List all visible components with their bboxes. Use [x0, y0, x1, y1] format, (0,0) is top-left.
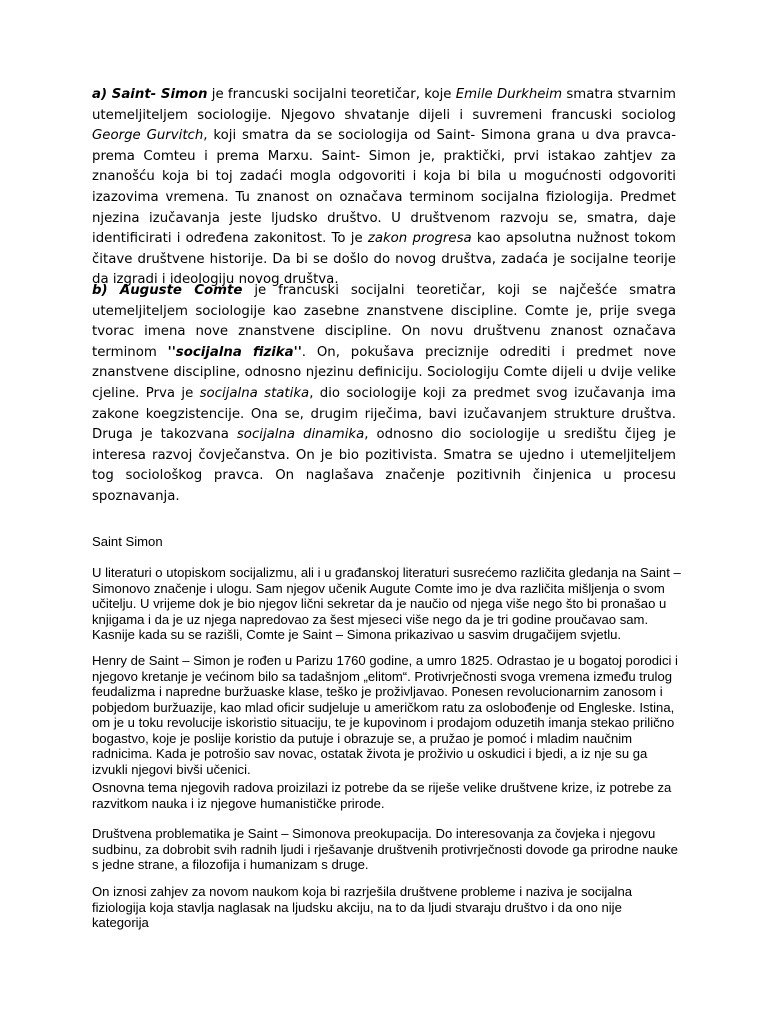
text-run: kao apsolutna nužnost tokom čitave društvene historije. Da bi se došlo do novog društva, zadaća je socijalne teorije da izgradi i ideologiju novog društva.	[92, 231, 677, 288]
text-line: sudbinu, za dobrobit svih radnih ljudi i rješavanje društvenih protivrječnosti dovode ga prirodne nauke	[92, 841, 678, 857]
paragraph-5	[92, 884, 682, 931]
text-line: pobjedom buržuazije, kao mlad oficir sudjeluje u američkom ratu za oslobođenje od Engleske. Istina,	[92, 699, 675, 715]
text-line: On iznosi zahjev za novom naukom koja bi razrješila društvene probleme i naziva je socijalna	[92, 884, 633, 899]
text-run: , koji smatra da se sociologija od Saint- Simona grana u dva pravca- prema Comteu i prema Marxu. Saint- Simon je, praktički, prvi istakao zahtjev za znanošću koja bi toj zadaći mogla odgovoriti i koja bi bila u mogućnosti odgovoriti izazovima vremena. Tu znanost on označava terminom socijalna fiziologija. Predmet njezina izučavanja jeste ljudsko društvo. U društvenom razvoju se, smatra, daje identificirati i određena zakonitost. To je	[92, 128, 676, 247]
emphasis-text: socijalna dinamika	[236, 427, 365, 443]
text-run: je francuski socijalni teoretičar, koje	[207, 87, 456, 102]
section-heading: Saint Simon	[92, 534, 163, 549]
text-line: bogastvo, koje je poslije koristio da putuje i obrazuje se, a pružao je pomoć i mladim naučnim	[92, 730, 633, 746]
text-line: U literaturi o utopiskom socijalizmu, ali i u građanskoj literaturi susrećemo različita gledanja na Saint –	[92, 565, 681, 580]
text-line: njegovo kretanje je većinom bilo sa tadašnjom „elitom“. Protivrječnosti svoga vremena između trulog	[92, 668, 673, 684]
paragraph-auguste-comte-intro	[92, 281, 676, 508]
text-line: Henry de Saint – Simon je rođen u Parizu 1760 godine, a umro 1825. Odrastao je u bogatoj porodici i	[92, 653, 678, 668]
text-run: , dio sociologije koji za predmet svog izučavanja ima zakone koegzistencije. Ona se, drugim riječima, bavi izučavanjem strukture društva. Druga je takozvana	[92, 385, 676, 443]
text-line: Simonovo značenje i ulogu. Sam njegov učenik Augute Comte imo je dva različita mišljenja o svom	[92, 580, 665, 596]
text-line: Osnovna tema njegovih radova proizilazi iz potrebe da se riješe velike društvene krize, iz potrebe za	[92, 780, 672, 795]
text-line: izvukli njegovi bivši učenici.	[92, 761, 251, 777]
paragraph-saint-simon-intro	[92, 85, 676, 291]
emphasis-text: socijalna statika	[199, 385, 310, 401]
paragraph-3	[92, 780, 682, 811]
emphasis-text: zakon progresa	[367, 231, 472, 247]
text-line: radnicima. Kada je potrošio sav novac, ostatak života je proživio u oskudici i bjedi, a iz nje su ga	[92, 746, 648, 761]
text-line: feudalizma i napredne buržuaske klase, teško je proživljavao. Ponesen revolucionarnim zanosom i	[92, 684, 663, 699]
lead-heading-b: b) Auguste Comte	[92, 283, 243, 298]
text-line: Kasnije kada su se razišli, Comte je Saint – Simona prikazivao u sasvim drugačijem svjetlu.	[92, 627, 622, 642]
text-run: . On, pokušava preciznije odrediti i predmet nove znanstvene discipline, odnosno njezinu definiciju. Sociologiju Comte dijeli u dvije velike cjeline. Prva je	[92, 344, 676, 401]
text-run: je francuski socijalni teoretičar, koji se najčešće smatra utemeljiteljem sociologije kao zasebne znanstvene discipline. Comte je, prije svega tvorac imena nove znanstvene discipline. On novu društvenu znanost označava terminom	[92, 283, 676, 360]
text-run: , odnosno dio sociologije u središtu čijeg je interesa razvoj čovječanstva. On je bio pozitivista. Smatra se ujedno i utemeljiteljem tog sociološkog pravca. On naglašava značenje pozitivnih činjenica u procesu spoznavanja.	[92, 427, 676, 504]
text-line: s jedne strane, a filozofija i humanizam s druge.	[92, 857, 369, 872]
emphasis-text: Emile Durkheim	[455, 87, 563, 102]
text-line: om je u toku revolucije iskoristio situaciju, te je kupovinom i prodajom oduzetih imanja stekao prilično	[92, 715, 675, 730]
text-line: razvitkom nauka i iz njegove humanističke prirode.	[92, 795, 385, 811]
lead-heading-a: a) Saint- Simon	[92, 87, 208, 102]
emphasis-text: George Gurvitch	[92, 128, 204, 144]
text-line: fiziologija koja stavlja naglasak na ljudsku akciju, na to da ljudi stvaraju društvo i da ono nije kategorija	[92, 899, 622, 930]
text-run: smatra stvarnim utemeljiteljem sociologije. Njegovo shvatanje dijeli i suvremeni francuski sociolog	[92, 87, 676, 123]
emphasis-quote: ''socijalna fizika''	[167, 344, 302, 360]
text-line: učitelju. U vrijeme dok je bio njegov lični sekretar da je naučio od njega više nego što bi pronašao u	[92, 596, 667, 611]
text-line: Društvena problematika je Saint – Simonova preokupacija. Do interesovanja za čovjeka i njegovu	[92, 826, 656, 841]
paragraph-2	[92, 653, 682, 777]
text-line: knjigama i da je uz njega napredovao za šest mjeseci više nego da je tri godine proučavao sam.	[92, 611, 649, 627]
paragraph-1	[92, 565, 682, 643]
paragraph-4	[92, 826, 682, 873]
